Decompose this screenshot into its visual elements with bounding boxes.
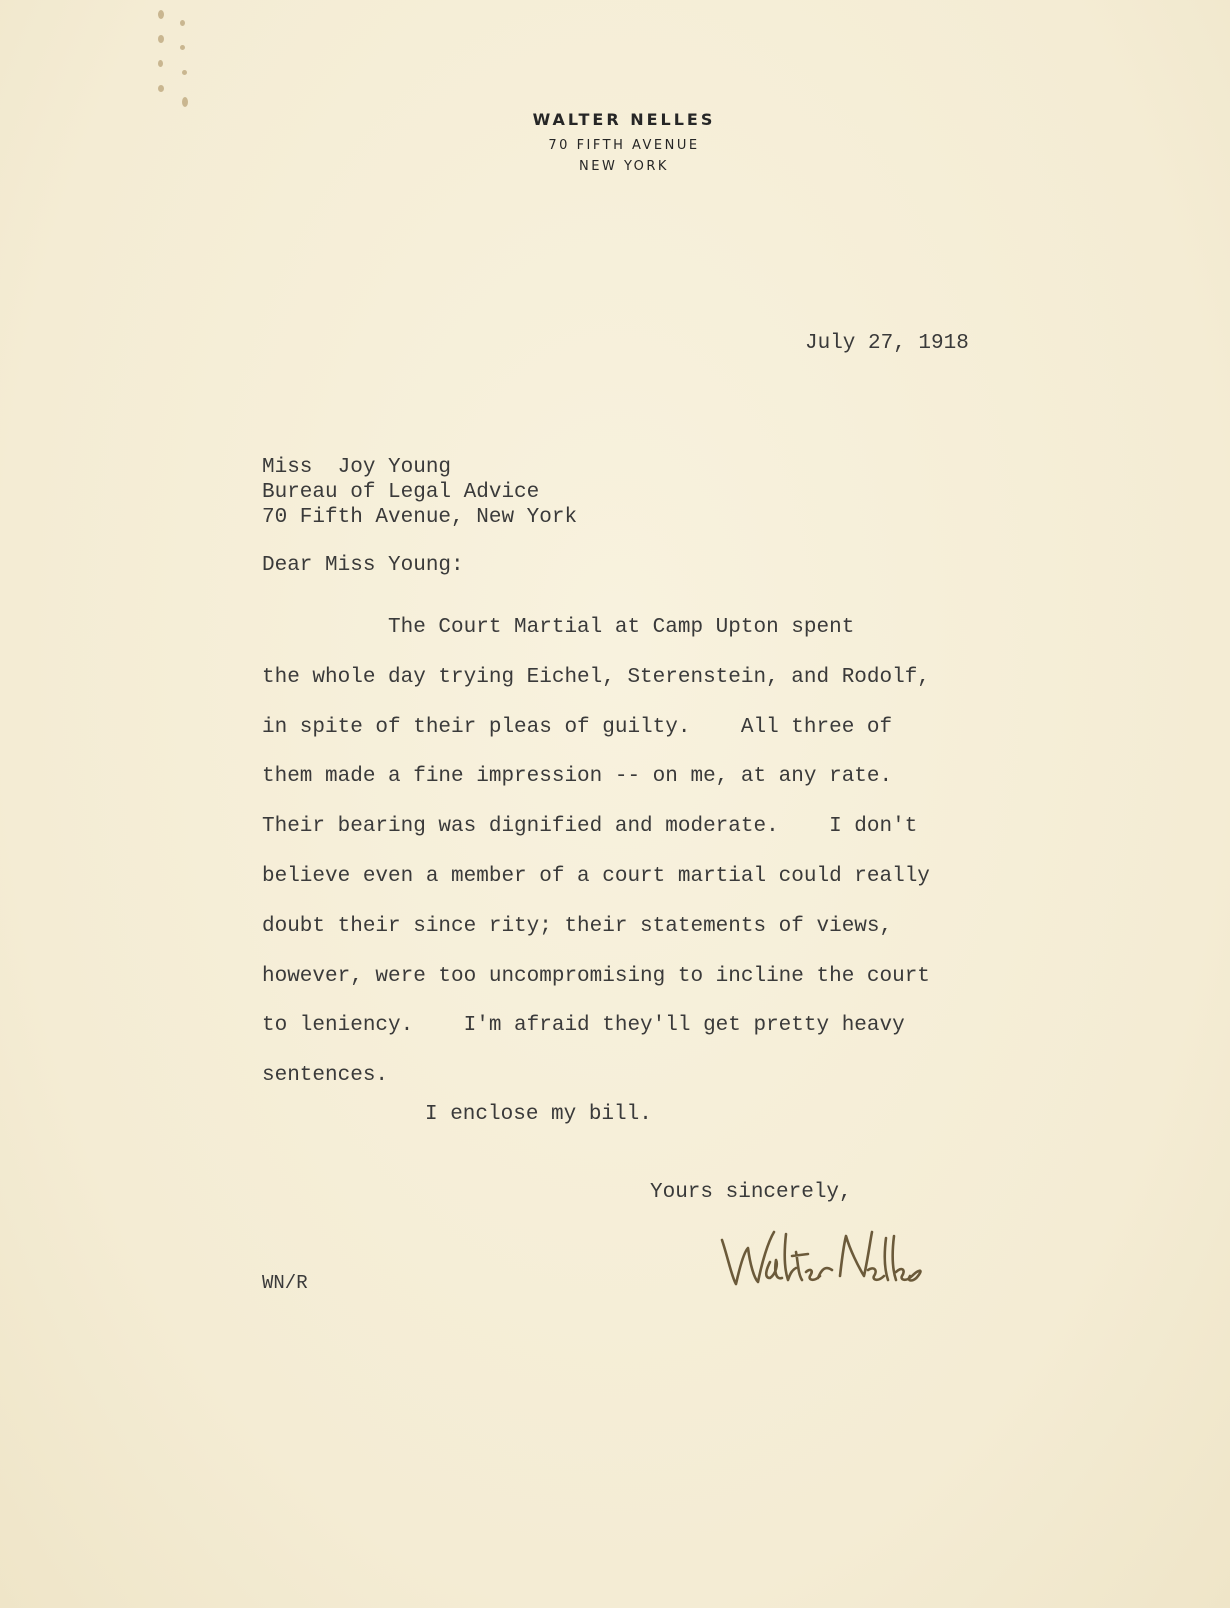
handwritten-signature bbox=[718, 1218, 928, 1298]
letter-date: July 27, 1918 bbox=[805, 332, 969, 355]
letterhead bbox=[0, 110, 1230, 174]
salutation: Dear Miss Young: bbox=[262, 554, 464, 577]
enclosure-note: I enclose my bill. bbox=[425, 1103, 652, 1126]
letter-body bbox=[262, 603, 1062, 1101]
letterhead-city: NEW YORK bbox=[579, 159, 669, 174]
body-line: believe even a member of a court martial could really bbox=[262, 864, 930, 888]
letterhead-street: 70 FIFTH AVENUE bbox=[548, 138, 700, 153]
recipient-name: Miss Joy Young bbox=[262, 456, 452, 479]
body-line: Their bearing was dignified and moderate. I don't bbox=[262, 815, 918, 839]
paper-stains bbox=[150, 5, 200, 120]
typist-initials: WN/R bbox=[262, 1272, 308, 1294]
body-line: sentences. bbox=[262, 1064, 389, 1088]
body-line: doubt their since rity; their statements of views, bbox=[262, 914, 893, 938]
body-line: in spite of their pleas of guilty. All three of bbox=[262, 715, 893, 739]
body-line: to leniency. I'm afraid they'll get pretty heavy bbox=[262, 1014, 905, 1038]
letterhead-name: WALTER NELLES bbox=[532, 110, 716, 129]
recipient-organization: Bureau of Legal Advice bbox=[262, 481, 540, 504]
body-line: The Court Martial at Camp Upton spent bbox=[262, 616, 855, 639]
body-line: the whole day trying Eichel, Sterenstein, and Rodolf, bbox=[262, 665, 930, 689]
closing: Yours sincerely, bbox=[650, 1181, 852, 1204]
recipient-address: 70 Fifth Avenue, New York bbox=[262, 506, 578, 529]
body-line: however, were too uncompromising to incline the court bbox=[262, 964, 930, 988]
body-line: them made a fine impression -- on me, at any rate. bbox=[262, 765, 893, 789]
bleed-through bbox=[0, 1568, 1230, 1598]
